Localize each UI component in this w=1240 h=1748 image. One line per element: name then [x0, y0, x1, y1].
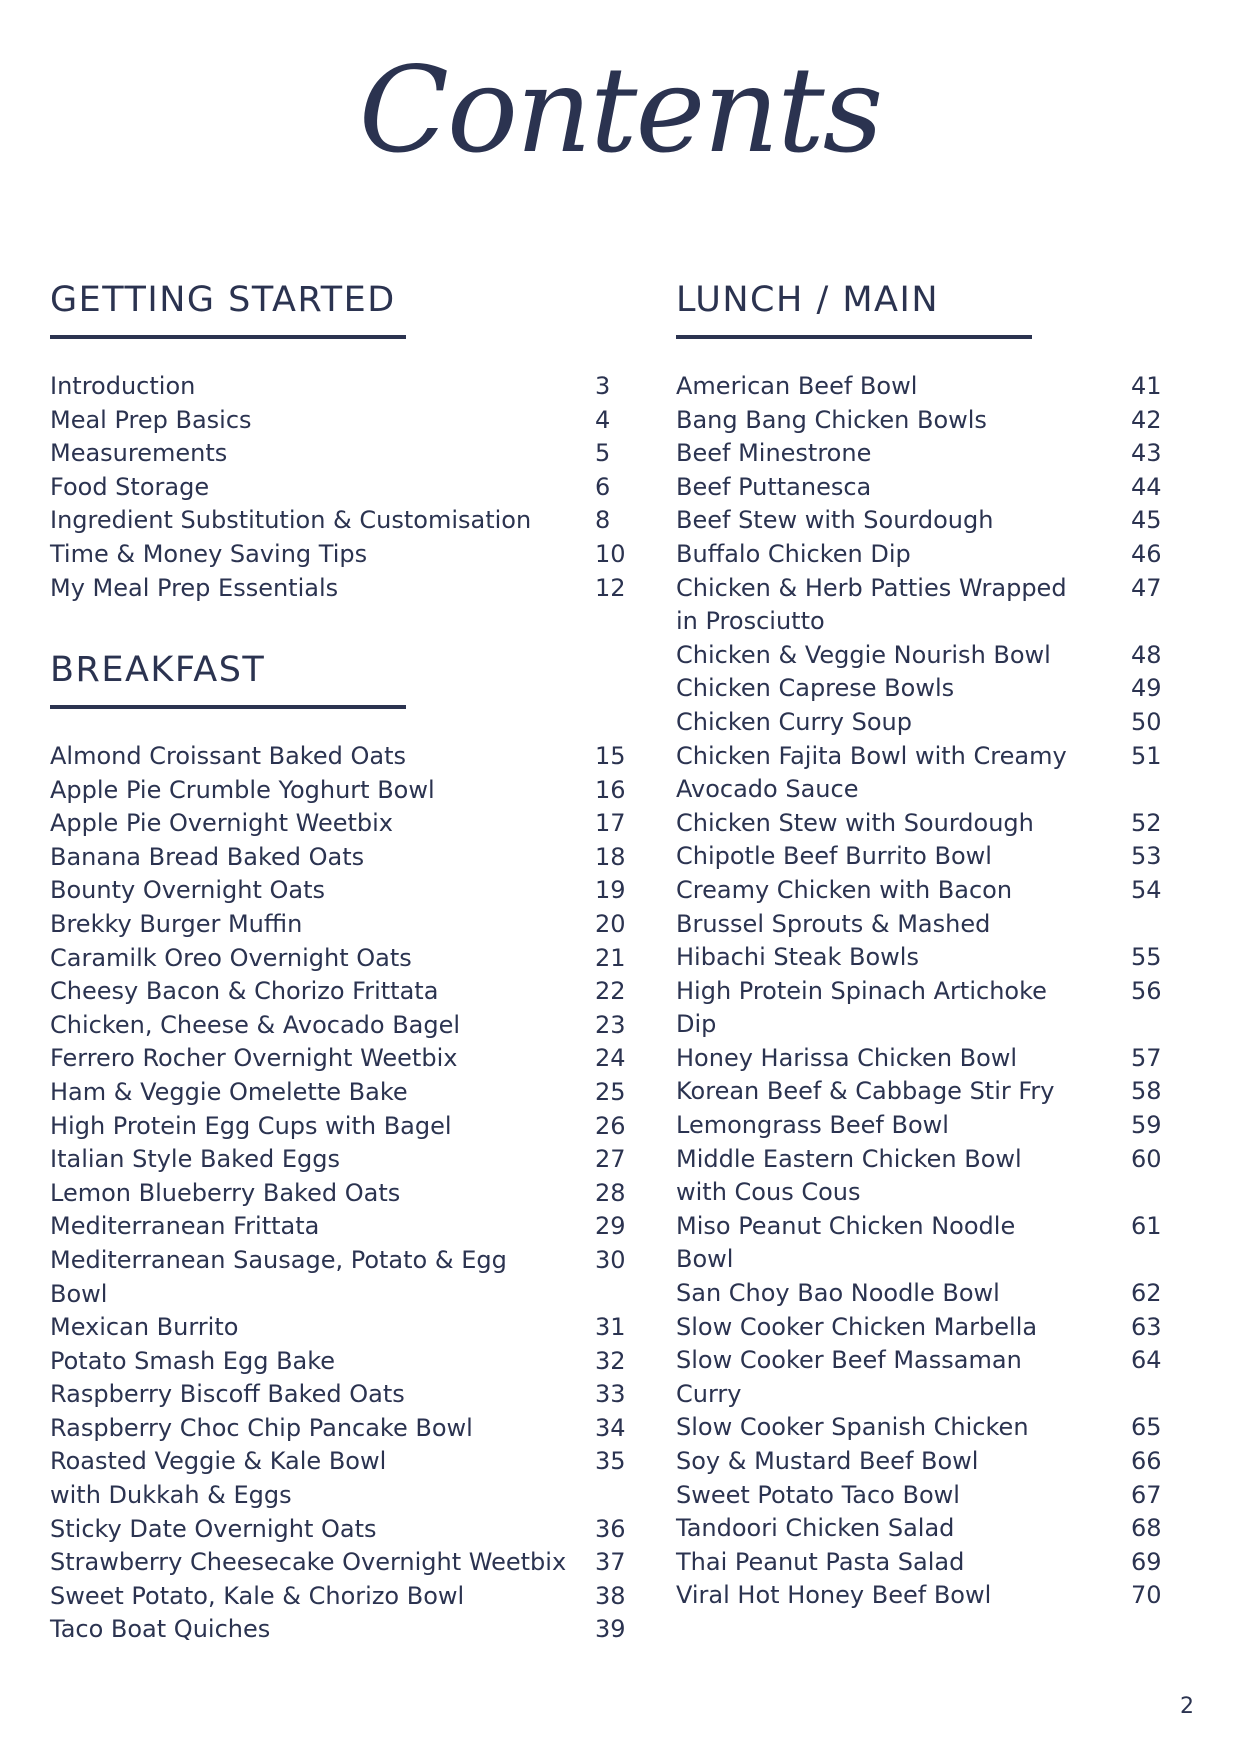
- toc-entry-title: Apple Pie Crumble Yoghurt Bowl: [50, 775, 435, 804]
- toc-entry-page: 68: [1131, 1514, 1162, 1543]
- toc-entry-page: 33: [595, 1380, 626, 1409]
- toc-entry-title: Chicken & Herb Patties Wrapped: [676, 573, 1067, 602]
- toc-entry-title: Chicken, Cheese & Avocado Bagel: [50, 1010, 461, 1039]
- toc-entry[interactable]: [50, 807, 626, 841]
- toc-entry-title: Measurements: [50, 439, 228, 468]
- toc-entry-title: Buffalo Chicken Dip: [676, 539, 911, 568]
- toc-entry-title: Ham & Veggie Omelette Bake: [50, 1077, 408, 1106]
- toc-entry[interactable]: [676, 1579, 1166, 1613]
- toc-entry-page: 28: [595, 1178, 626, 1207]
- toc-entry[interactable]: [676, 605, 1166, 639]
- toc-entry-page: 39: [595, 1615, 626, 1644]
- toc-entry-title: Mexican Burrito: [50, 1313, 239, 1342]
- toc-entry-page: 66: [1131, 1447, 1162, 1475]
- toc-entry[interactable]: [50, 404, 620, 438]
- toc-entry-title: Meal Prep Basics: [50, 405, 252, 434]
- toc-entry[interactable]: [676, 1176, 1166, 1210]
- toc-entry-page: 65: [1131, 1413, 1162, 1442]
- toc-entry[interactable]: [50, 1076, 626, 1110]
- toc-entry-title: Creamy Chicken with Bacon: [676, 875, 1013, 904]
- toc-entry-title: Sticky Date Overnight Oats: [50, 1514, 377, 1543]
- toc-entry-title: Bounty Overnight Oats: [50, 876, 325, 905]
- toc-entry-title: My Meal Prep Essentials: [50, 573, 339, 602]
- toc-entry[interactable]: [676, 840, 1166, 874]
- toc-entry-title: Chipotle Beef Burrito Bowl: [676, 842, 992, 871]
- toc-entry[interactable]: [676, 1210, 1166, 1277]
- page-number: 2: [1180, 1694, 1194, 1719]
- toc-entry-title: Miso Peanut Chicken Noodle Bowl: [676, 1211, 1016, 1274]
- toc-entry[interactable]: [676, 1445, 1166, 1479]
- section-heading-getting-started: GETTING STARTED: [50, 280, 396, 320]
- toc-entry-title: Taco Boat Quiches: [50, 1615, 271, 1644]
- toc-entry[interactable]: [50, 538, 626, 572]
- toc-entry[interactable]: [50, 1546, 626, 1580]
- toc-entry-title: Strawberry Cheesecake Overnight Weetbix: [50, 1548, 567, 1577]
- toc-entry-page: 30: [595, 1245, 626, 1274]
- toc-entry-page: 8: [595, 506, 611, 535]
- section-underline: [50, 705, 406, 709]
- toc-entry[interactable]: [50, 1042, 626, 1076]
- toc-entry[interactable]: [50, 437, 620, 471]
- toc-entry-page: 23: [595, 1010, 626, 1039]
- section-heading-breakfast: BREAKFAST: [50, 650, 266, 690]
- toc-entry-title: Slow Cooker Chicken Marbella: [676, 1312, 1038, 1341]
- toc-entry-title: with Dukkah & Eggs: [50, 1481, 292, 1510]
- toc-entry[interactable]: [676, 1512, 1166, 1546]
- toc-entry-title: Mediterranean Frittata: [50, 1212, 320, 1241]
- toc-entry-title: Honey Harissa Chicken Bowl: [676, 1043, 1018, 1072]
- toc-entry[interactable]: [50, 1378, 626, 1412]
- section-underline: [50, 335, 406, 339]
- toc-entry-title: Mediterranean Sausage, Potato & Egg Bowl: [50, 1245, 507, 1308]
- toc-entry-title: Brekky Burger Muffin: [50, 909, 303, 938]
- toc-entry-page: 37: [595, 1548, 626, 1577]
- toc-entry-page: 12: [595, 573, 626, 602]
- toc-entry-page: 41: [1131, 372, 1162, 400]
- toc-entry-title: Soy & Mustard Beef Bowl: [676, 1447, 979, 1475]
- toc-entry-page: 58: [1131, 1077, 1162, 1106]
- toc-entry-title: Beef Stew with Sourdough: [676, 506, 994, 535]
- toc-entry-title: Apple Pie Overnight Weetbix: [50, 809, 393, 838]
- toc-entry[interactable]: [50, 841, 626, 875]
- toc-entry-page: 24: [595, 1044, 626, 1073]
- toc-entry-page: 10: [595, 539, 626, 568]
- toc-entry-title: Lemongrass Beef Bowl: [676, 1111, 949, 1140]
- toc-entry-title: Chicken Fajita Bowl with Creamy: [676, 741, 1067, 770]
- toc-entry[interactable]: [50, 1479, 620, 1513]
- toc-entry-title: High Protein Spinach Artichoke Dip: [676, 976, 1047, 1039]
- toc-entry-page: 50: [1131, 707, 1162, 736]
- toc-entry-page: 17: [595, 809, 626, 838]
- page-title: Contents: [358, 41, 882, 179]
- toc-entry-title: Chicken & Veggie Nourish Bowl: [676, 640, 1051, 669]
- toc-entry[interactable]: [676, 908, 1166, 942]
- toc-entry-title: Avocado Sauce: [676, 775, 859, 804]
- toc-entry-title: Korean Beef & Cabbage Stir Fry: [676, 1077, 1055, 1106]
- toc-entry[interactable]: [50, 774, 626, 808]
- toc-entry-page: 69: [1131, 1547, 1162, 1576]
- toc-entry-title: Lemon Blueberry Baked Oats: [50, 1178, 401, 1207]
- toc-entry[interactable]: [676, 504, 1166, 538]
- toc-entry-page: 45: [1131, 506, 1162, 535]
- toc-entry-title: Introduction: [50, 372, 196, 400]
- toc-entry-title: Chicken Curry Soup: [676, 707, 912, 736]
- toc-entry[interactable]: [50, 1009, 626, 1043]
- toc-entry[interactable]: [50, 975, 626, 1009]
- section-underline: [676, 335, 1032, 339]
- toc-entry-title: with Cous Cous: [676, 1178, 861, 1207]
- toc-entry-title: Sweet Potato, Kale & Chorizo Bowl: [50, 1581, 465, 1610]
- toc-entry[interactable]: [50, 908, 626, 942]
- toc-entry-page: 15: [595, 742, 626, 770]
- toc-entry[interactable]: [676, 1311, 1166, 1345]
- toc-entry[interactable]: [50, 1613, 626, 1647]
- getting-started-list: [50, 370, 626, 605]
- toc-entry-title: Banana Bread Baked Oats: [50, 842, 365, 871]
- toc-entry[interactable]: [50, 370, 620, 404]
- toc-entry[interactable]: [50, 1143, 626, 1177]
- toc-entry[interactable]: [676, 975, 1166, 1042]
- toc-entry-page: 42: [1131, 405, 1162, 434]
- toc-entry-title: Chicken Caprese Bowls: [676, 674, 955, 703]
- toc-entry[interactable]: [676, 404, 1166, 438]
- toc-entry-title: Slow Cooker Spanish Chicken: [676, 1413, 1029, 1442]
- breakfast-list: [50, 740, 626, 1647]
- toc-entry-page: 61: [1131, 1211, 1162, 1240]
- toc-entry-page: 18: [595, 842, 626, 871]
- toc-entry-page: 16: [595, 775, 626, 804]
- toc-entry[interactable]: [50, 1244, 626, 1311]
- toc-entry-page: 26: [595, 1111, 626, 1140]
- toc-entry-page: 35: [595, 1447, 626, 1476]
- toc-entry-page: 48: [1131, 640, 1162, 669]
- toc-entry-title: Roasted Veggie & Kale Bowl: [50, 1447, 387, 1476]
- toc-entry-page: 56: [1131, 976, 1162, 1005]
- toc-entry-title: Hibachi Steak Bowls: [676, 943, 919, 972]
- toc-entry[interactable]: [676, 874, 1166, 908]
- toc-entry-page: 70: [1131, 1581, 1162, 1610]
- toc-entry-page: 55: [1131, 943, 1162, 972]
- toc-entry-page: 67: [1131, 1480, 1162, 1509]
- toc-entry-title: Ferrero Rocher Overnight Weetbix: [50, 1044, 458, 1073]
- toc-entry-page: 53: [1131, 842, 1162, 871]
- toc-entry-page: 5: [595, 439, 611, 468]
- toc-entry[interactable]: [676, 672, 1166, 706]
- toc-entry[interactable]: [50, 874, 626, 908]
- toc-entry[interactable]: [50, 1110, 626, 1144]
- toc-entry-title: High Protein Egg Cups with Bagel: [50, 1111, 452, 1140]
- toc-entry-page: 64: [1131, 1346, 1162, 1375]
- toc-entry-title: Bang Bang Chicken Bowls: [676, 405, 987, 434]
- toc-entry-title: San Choy Bao Noodle Bowl: [676, 1279, 1000, 1308]
- section-heading-lunch-main: LUNCH / MAIN: [676, 280, 939, 320]
- toc-entry-page: 63: [1131, 1312, 1162, 1341]
- toc-entry[interactable]: [50, 1412, 626, 1446]
- toc-entry-title: Food Storage: [50, 472, 210, 501]
- toc-entry[interactable]: [676, 370, 1166, 404]
- toc-entry-title: Time & Money Saving Tips: [50, 539, 368, 568]
- toc-entry[interactable]: [50, 1177, 626, 1211]
- toc-entry-page: 54: [1131, 875, 1162, 904]
- toc-entry-page: 57: [1131, 1043, 1162, 1072]
- toc-entry-title: Sweet Potato Taco Bowl: [676, 1480, 960, 1509]
- toc-entry-title: American Beef Bowl: [676, 372, 918, 400]
- toc-entry[interactable]: [676, 807, 1166, 841]
- toc-entry[interactable]: [676, 572, 1166, 606]
- toc-entry[interactable]: [50, 572, 626, 606]
- toc-entry-page: 19: [595, 876, 626, 905]
- toc-entry-title: Thai Peanut Pasta Salad: [676, 1547, 965, 1576]
- toc-entry-title: Caramilk Oreo Overnight Oats: [50, 943, 412, 972]
- toc-entry[interactable]: [50, 1345, 626, 1379]
- toc-entry[interactable]: [676, 941, 1166, 975]
- toc-entry-title: Cheesy Bacon & Chorizo Frittata: [50, 977, 439, 1006]
- toc-entry-page: 29: [595, 1212, 626, 1241]
- toc-entry-title: Viral Hot Honey Beef Bowl: [676, 1581, 992, 1610]
- toc-entry[interactable]: [676, 1042, 1166, 1076]
- toc-entry-title: Raspberry Choc Chip Pancake Bowl: [50, 1413, 473, 1442]
- toc-entry-page: 32: [595, 1346, 626, 1375]
- toc-entry[interactable]: [50, 1445, 626, 1479]
- toc-entry-title: Chicken Stew with Sourdough: [676, 808, 1034, 837]
- toc-entry-page: 46: [1131, 539, 1162, 568]
- toc-entry-title: Tandoori Chicken Salad: [676, 1514, 955, 1543]
- toc-entry-title: Almond Croissant Baked Oats: [50, 742, 406, 770]
- toc-entry-title: Brussel Sprouts & Mashed: [676, 909, 991, 938]
- toc-entry-page: 52: [1131, 808, 1162, 837]
- toc-entry[interactable]: [676, 437, 1166, 471]
- toc-entry-page: 49: [1131, 674, 1162, 703]
- toc-entry[interactable]: [50, 1513, 626, 1547]
- toc-entry[interactable]: [50, 740, 626, 774]
- toc-entry[interactable]: [676, 1411, 1166, 1445]
- toc-entry[interactable]: [50, 1311, 626, 1345]
- toc-entry-page: 4: [595, 405, 611, 434]
- toc-entry[interactable]: [676, 1143, 1166, 1177]
- toc-entry-title: Beef Minestrone: [676, 439, 872, 468]
- toc-entry-page: 62: [1131, 1279, 1162, 1308]
- toc-entry-page: 44: [1131, 472, 1162, 501]
- toc-entry-title: Beef Puttanesca: [676, 472, 872, 501]
- lunch-main-list: [676, 370, 1166, 1613]
- toc-entry[interactable]: [676, 471, 1166, 505]
- toc-entry[interactable]: [676, 1546, 1166, 1580]
- toc-entry-page: 20: [595, 909, 626, 938]
- toc-entry-page: 3: [595, 372, 611, 400]
- toc-entry[interactable]: [676, 1075, 1166, 1109]
- toc-entry-page: 59: [1131, 1111, 1162, 1140]
- toc-entry[interactable]: [676, 538, 1166, 572]
- toc-entry[interactable]: [676, 773, 1166, 807]
- toc-entry[interactable]: [676, 740, 1166, 774]
- toc-entry-title: Middle Eastern Chicken Bowl: [676, 1144, 1022, 1173]
- toc-entry-title: Italian Style Baked Eggs: [50, 1145, 340, 1174]
- toc-entry-page: 43: [1131, 439, 1162, 468]
- toc-entry-page: 6: [595, 472, 611, 501]
- toc-entry-page: 22: [595, 977, 626, 1006]
- toc-entry-title: Slow Cooker Beef Massaman Curry: [676, 1346, 1022, 1408]
- toc-entry[interactable]: [676, 706, 1166, 740]
- toc-entry-page: 21: [595, 943, 626, 972]
- toc-entry-page: 38: [595, 1581, 626, 1610]
- toc-entry-page: 36: [595, 1514, 626, 1543]
- toc-entry[interactable]: [676, 1109, 1166, 1143]
- toc-entry[interactable]: [50, 1210, 626, 1244]
- toc-entry-page: 25: [595, 1077, 626, 1106]
- toc-entry-page: 34: [595, 1413, 626, 1442]
- toc-entry-title: Raspberry Biscoff Baked Oats: [50, 1380, 405, 1409]
- toc-entry[interactable]: [50, 471, 620, 505]
- toc-entry[interactable]: [50, 942, 626, 976]
- toc-entry-page: 60: [1131, 1144, 1162, 1173]
- toc-entry-page: 47: [1131, 573, 1162, 602]
- toc-entry[interactable]: [676, 1344, 1166, 1411]
- toc-entry[interactable]: [676, 1277, 1166, 1311]
- toc-entry-title: in Prosciutto: [676, 607, 825, 636]
- toc-entry[interactable]: [50, 1580, 626, 1614]
- toc-entry[interactable]: [50, 504, 620, 538]
- toc-entry[interactable]: [676, 1479, 1166, 1513]
- toc-entry-title: Potato Smash Egg Bake: [50, 1346, 336, 1375]
- toc-entry-page: 31: [595, 1313, 626, 1342]
- toc-entry-title: Ingredient Substitution & Customisation: [50, 506, 532, 535]
- toc-entry-page: 27: [595, 1145, 626, 1174]
- toc-entry[interactable]: [676, 639, 1166, 673]
- toc-entry-page: 51: [1131, 741, 1162, 770]
